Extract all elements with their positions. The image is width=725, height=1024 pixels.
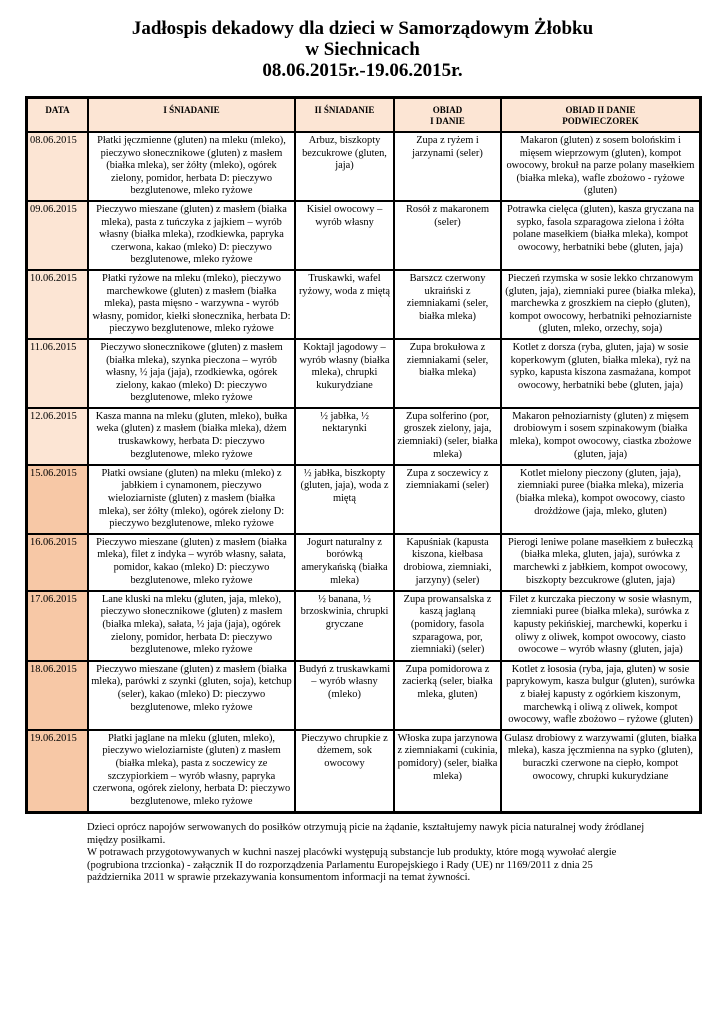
- row-lunch-1: Zupa z soczewicy z ziemniakami (seler): [394, 465, 501, 534]
- row-date: 17.06.2015: [27, 591, 88, 661]
- note-water: Dzieci oprócz napojów serwowanych do posiłków otrzymują picie na żądanie, kształtujemy nawyk picia naturalnej wody źródlanej między posiłkami.: [87, 822, 645, 846]
- row-date: 19.06.2015: [27, 730, 88, 812]
- row-lunch-1: Zupa solferino (por, groszek zielony, jaja, ziemniaki) (seler, białka mleka): [394, 408, 501, 465]
- row-breakfast-1: Płatki owsiane (gluten) na mleku (mleko) z jabłkiem i cynamonem, pieczywo wieloziarniste (gluten) z masłem (białka mleka), ser żółty (mleko), ogórek zielony D: pieczywo bezglutenowe, mleko ryżowe: [88, 465, 295, 534]
- title-line-1: Jadłospis dekadowy dla dzieci w Samorządowym Żłobku: [131, 18, 594, 39]
- row-lunch-2: Filet z kurczaka pieczony w sosie własnym, ziemniaki puree (białka mleka), surówka z kapusty pekińskiej, marchewki, koperku i oliwy z oliwek, kompot owocowy, ciasto owocowe – wyrób własny (gluten, jaja): [501, 591, 700, 661]
- header-lunch-2-line-b: PODWIECZOREK: [562, 116, 639, 126]
- header-lunch-1: [394, 98, 501, 132]
- row-lunch-2: Makaron pełnoziarnisty (gluten) z mięsem drobiowym i sosem szpinakowym (białka mleka), kompot owocowy, ciastka zbożowe (gluten, jaja): [501, 408, 700, 465]
- row-breakfast-1: Pieczywo słonecznikowe (gluten) z masłem (białka mleka), szynka pieczona – wyrób własny, ½ jaja (jaja), rzodkiewka, ogórek zielony, kakao (mleko) D: pieczywo bezglutenowe, mleko ryżowe: [88, 339, 295, 408]
- row-breakfast-2: ½ jabłka, biszkopty (gluten, jaja), woda z miętą: [295, 465, 394, 534]
- row-breakfast-1: Pieczywo mieszane (gluten) z masłem (białka mleka), pasta z tuńczyka z jajkiem – wyrób własny (białka mleka), rzodkiewka, papryka czerwona, kakao (mleko) D: pieczywo bezglutenowe, mleko ryżowe: [88, 201, 295, 270]
- row-breakfast-1: Pieczywo mieszane (gluten) z masłem (białka mleka), filet z indyka – wyrób własny, sałata, pomidor, kakao (mleko) D: pieczywo bezglutenowe, mleko ryżowe: [88, 534, 295, 591]
- row-date: 08.06.2015: [27, 132, 88, 201]
- row-lunch-2: Kotlet mielony pieczony (gluten, jaja), ziemniaki puree (białka mleka), mizeria (białka mleka), kompot owocowy, ciasto drożdżowe (jaja, mleko, gluten): [501, 465, 700, 534]
- title-line-3: 08.06.2015r.-19.06.2015r.: [262, 60, 463, 81]
- table-row: [27, 201, 700, 270]
- row-date: 11.06.2015: [27, 339, 88, 408]
- row-lunch-2: Pieczeń rzymska w sosie lekko chrzanowym (gluten, jaja), ziemniaki puree (białka mleka), marchewka z groszkiem na ciepło (gluten), kompot owocowy, herbatniki pełnoziarniste (gluten, mleko, orzechy, soja): [501, 270, 700, 339]
- table-row: [27, 270, 700, 339]
- note-allergens: W potrawach przygotowywanych w kuchni naszej placówki występują substancje lub produkty, które mogą wywołać alergie (pogrubiona trzcionka) - załącznik II do rozporządzenia Parlamentu Europejskiego i Rady (UE) nr 1169/2011 z dnia 25 października 2011 w sprawie przekazywania konsumentom informacji na temat żywności.: [87, 847, 617, 884]
- header-lunch-1-line-b: I DANIE: [430, 116, 465, 126]
- row-lunch-1: Zupa prowansalska z kaszą jaglaną (pomidory, fasola szparagowa, por, ziemniaki) (seler): [394, 591, 501, 661]
- row-date: 12.06.2015: [27, 408, 88, 465]
- row-breakfast-1: Płatki ryżowe na mleku (mleko), pieczywo marchewkowe (gluten) z masłem (białka mleka), pasta mięsno - warzywna - wyrób własny, pomidor, kiełki słonecznika, herbata D: pieczywo bezglutenowe, mleko ryżowe: [88, 270, 295, 339]
- row-lunch-1: Barszcz czerwony ukraiński z ziemniakami (seler, białka mleka): [394, 270, 501, 339]
- table-row: [27, 591, 700, 661]
- header-lunch-1-line-a: OBIAD: [432, 105, 463, 115]
- row-date: 18.06.2015: [27, 661, 88, 730]
- row-lunch-1: Włoska zupa jarzynowa z ziemniakami (cukinia, pomidory) (seler, białka mleka): [394, 730, 501, 812]
- row-breakfast-1: Pieczywo mieszane (gluten) z masłem (białka mleka), parówki z szynki (gluten, soja), ketchup (seler), kakao (mleko) D: pieczywo bezglutenowe, mleko ryżowe: [88, 661, 295, 730]
- row-lunch-1: Zupa brokułowa z ziemniakami (seler, białka mleka): [394, 339, 501, 408]
- header-breakfast-2: II ŚNIADANIE: [295, 98, 394, 132]
- row-lunch-2: Makaron (gluten) z sosem bolońskim i mięsem wieprzowym (gluten), kompot owocowy, brokuł na parze polany masełkiem (białka mleka), wafle zbożowo - ryżowe (gluten): [501, 132, 700, 201]
- header-date: DATA: [27, 98, 88, 132]
- row-lunch-1: Rosół z makaronem (seler): [394, 201, 501, 270]
- header-lunch-2-line-a: OBIAD II DANIE: [565, 105, 636, 115]
- header-lunch-2: [501, 98, 700, 132]
- row-breakfast-2: Truskawki, wafel ryżowy, woda z miętą: [295, 270, 394, 339]
- row-date: 09.06.2015: [27, 201, 88, 270]
- row-breakfast-2: ½ jabłka, ½ nektarynki: [295, 408, 394, 465]
- table-row: [27, 730, 700, 812]
- table-row: [27, 339, 700, 408]
- row-lunch-1: Kapuśniak (kapusta kiszona, kiełbasa drobiowa, ziemniaki, jarzyny) (seler): [394, 534, 501, 591]
- title-line-2: w Siechnicach: [305, 39, 420, 60]
- row-breakfast-2: Pieczywo chrupkie z dżemem, sok owocowy: [295, 730, 394, 812]
- row-date: 10.06.2015: [27, 270, 88, 339]
- row-breakfast-2: Koktajl jagodowy –wyrób własny (białka mleka), chrupki kukurydziane: [295, 339, 394, 408]
- table-row: [27, 132, 700, 201]
- table-row: [27, 408, 700, 465]
- row-lunch-2: Potrawka cielęca (gluten), kasza gryczana na sypko, fasola szparagowa zielona i żółta polane masełkiem (białka mleka), kompot owocowy, herbatniki bebe (gluten, jaja): [501, 201, 700, 270]
- row-breakfast-1: Kasza manna na mleku (gluten, mleko), bułka weka (gluten) z masłem (białka mleka), dżem truskawkowy, herbata D: pieczywo bezglutenowe, mleko ryżowe: [88, 408, 295, 465]
- row-lunch-1: Zupa z ryżem i jarzynami (seler): [394, 132, 501, 201]
- row-breakfast-1: Płatki jęczmienne (gluten) na mleku (mleko), pieczywo słonecznikowe (gluten) z masłem (białka mleka), ser żółty (mleko), ogórek zielony, pomidor, herbata D: pieczywo bezglutenowe, mleko ryżowe: [88, 132, 295, 201]
- table-header-row: [27, 98, 700, 132]
- row-breakfast-2: Arbuz, biszkopty bezcukrowe (gluten, jaja): [295, 132, 394, 201]
- row-lunch-1: Zupa pomidorowa z zacierką (seler, białka mleka, gluten): [394, 661, 501, 730]
- row-lunch-2: Pierogi leniwe polane masełkiem z bułeczką (białka mleka, gluten, jaja), surówka z marchewki z jabłkiem, kompot owocowy, biszkopty bezcukrowe (gluten, jaja): [501, 534, 700, 591]
- row-breakfast-2: Jogurt naturalny z borówką amerykańską (białka mleka): [295, 534, 394, 591]
- row-breakfast-2: ½ banana, ½ brzoskwinia, chrupki gryczane: [295, 591, 394, 661]
- footer-notes: [87, 822, 647, 885]
- row-date: 15.06.2015: [27, 465, 88, 534]
- row-lunch-2: Kotlet z dorsza (ryba, gluten, jaja) w sosie koperkowym (gluten, białka mleka), ryż na sypko, kapusta kiszona zasmażana, kompot owocowy, herbatniki bebe (gluten, jaja): [501, 339, 700, 408]
- row-breakfast-1: Płatki jaglane na mleku (gluten, mleko), pieczywo wieloziarniste (gluten) z masłem (białka mleka), pasta z soczewicy ze szczypiorkiem – wyrób własny, papryka czerwona, ogórek zielony, herbata D: pieczywo bezglutenowe, mleko ryżowe: [88, 730, 295, 812]
- row-breakfast-2: Budyń z truskawkami – wyrób własny (mleko): [295, 661, 394, 730]
- table-row: [27, 661, 700, 730]
- row-lunch-2: Kotlet z łososia (ryba, jaja, gluten) w sosie paprykowym, kasza bulgur (gluten), surówka z białej kapusty z ogórkiem kiszonym, marchewką i oliwą z oliwek, kompot owocowy, wafle zbożowo – ryżowe (gluten): [501, 661, 700, 730]
- table-row: [27, 534, 700, 591]
- menu-table: [25, 96, 702, 814]
- row-lunch-2: Gulasz drobiowy z warzywami (gluten, białka mleka), kasza jęczmienna na sypko (gluten), buraczki czerwone na ciepło, kompot owocowy, chrupki kukurydziane: [501, 730, 700, 812]
- row-breakfast-2: Kisiel owocowy – wyrób własny: [295, 201, 394, 270]
- row-breakfast-1: Lane kluski na mleku (gluten, jaja, mleko), pieczywo słonecznikowe (gluten) z masłem (białka mleka), sałata, ½ jaja (jaja), ogórek zielony, pomidor, herbata D: pieczywo bezglutenowe, mleko ryżowe: [88, 591, 295, 661]
- row-date: 16.06.2015: [27, 534, 88, 591]
- header-breakfast-1: I ŚNIADANIE: [88, 98, 295, 132]
- page-title: [0, 18, 725, 81]
- table-row: [27, 465, 700, 534]
